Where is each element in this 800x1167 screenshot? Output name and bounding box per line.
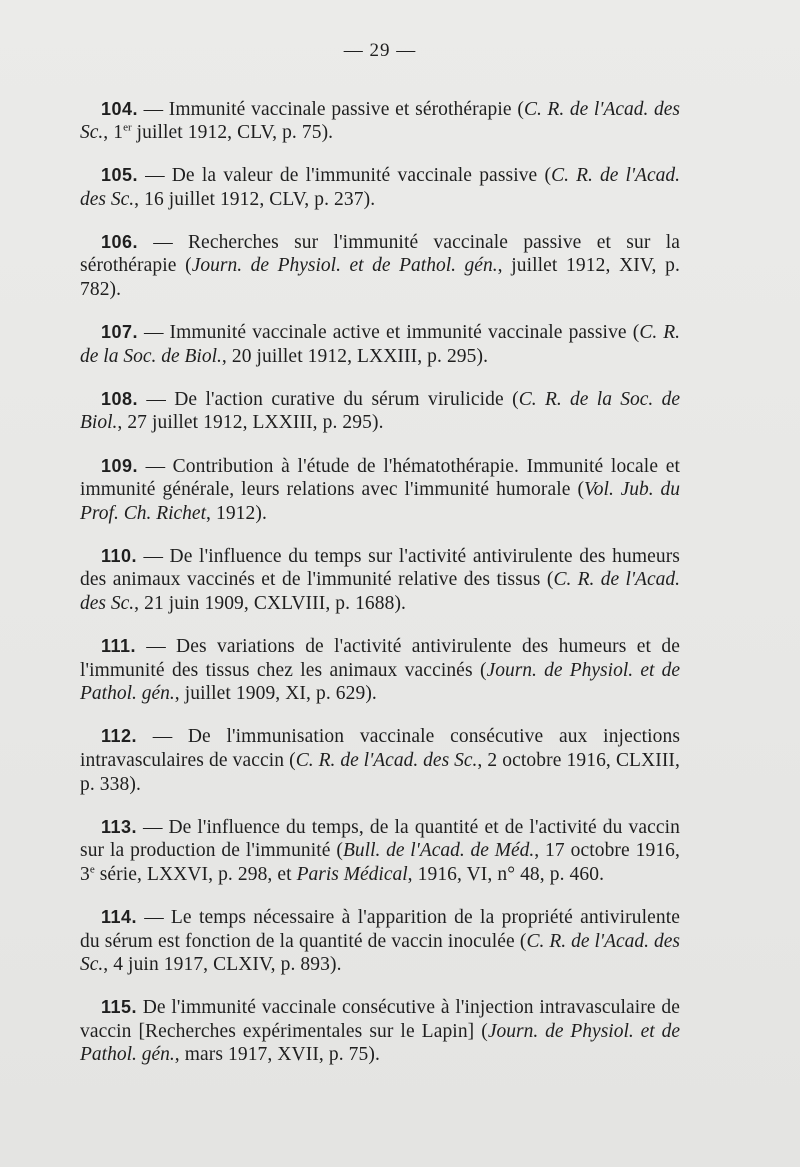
entry-text: , 1916, VI, n° 48, p. 460. xyxy=(407,863,605,885)
entry-separator: — xyxy=(138,98,169,120)
journal-citation: C. R. de l'Acad. des Sc. xyxy=(80,930,680,976)
entry-text: Immunité vaccinale passive et sérothérapie ( xyxy=(168,98,524,120)
bibliography-entry xyxy=(80,388,680,435)
journal-citation: C. R. de l'Acad. des Sc. xyxy=(80,98,680,144)
entry-number: 114. xyxy=(101,906,138,927)
entry-text: De l'immunité vaccinale consécutive à l'injection intravasculaire de vaccin [Recherches expérimentales sur le Lapin] ( xyxy=(80,997,680,1042)
entry-text: De l'immunisation vaccinale consécutive aux injections intravasculaires de vaccin ( xyxy=(80,726,681,771)
entry-number: 110. xyxy=(101,545,138,566)
entry-text: Le temps nécessaire à l'apparition de la propriété antivirulente du sérum est fonction de la quantité de vaccin inoculée ( xyxy=(80,906,681,952)
ordinal-superscript: er xyxy=(123,121,132,134)
entry-number: 111. xyxy=(101,636,137,657)
journal-citation: C. R. de l'Acad. des Sc. xyxy=(80,165,680,210)
page-number: — 29 — xyxy=(343,40,417,61)
journal-citation: C. R. de la Soc. de Biol. xyxy=(80,388,681,434)
entry-separator: — xyxy=(137,726,188,748)
journal-citation: Journ. de Physiol. et de Pathol. gén. xyxy=(191,255,498,277)
bibliography-entry xyxy=(80,231,680,302)
entry-text: , 16 juillet 1912, CLV, p. 237). xyxy=(134,188,376,210)
journal-citation: C. R. de l'Acad. des Sc. xyxy=(80,569,680,614)
entry-text: , 1 xyxy=(103,122,124,144)
journal-citation: Journ. de Physiol. et de Pathol. gén. xyxy=(80,1020,680,1066)
bibliography-entry xyxy=(80,455,680,526)
entry-number: 113. xyxy=(101,816,138,837)
bibliography-entry xyxy=(80,816,680,887)
entry-text: De l'action curative du sérum virulicide ( xyxy=(174,388,519,410)
bibliography-entry xyxy=(80,164,680,211)
journal-citation: Vol. Jub. du Prof. Ch. Richet xyxy=(80,479,681,524)
entry-separator: — xyxy=(138,322,170,344)
bibliography-entry xyxy=(80,98,680,145)
entry-text: , juillet 1912, XIV, p. 782). xyxy=(80,255,680,301)
bibliography-entry xyxy=(80,545,680,616)
entry-text: juillet 1912, CLV, p. 75). xyxy=(131,122,334,144)
bibliography-entry xyxy=(80,906,680,977)
entry-text: Immunité vaccinale active et immunité vaccinale passive ( xyxy=(169,322,640,344)
bibliography-entry xyxy=(80,996,680,1067)
journal-citation: Journ. de Physiol. et de Pathol. gén. xyxy=(80,659,681,705)
entry-separator: — xyxy=(137,906,171,928)
entry-separator: — xyxy=(138,231,188,253)
entry-separator: — xyxy=(138,455,173,477)
entry-text: , 20 juillet 1912, LXXIII, p. 295). xyxy=(221,345,489,367)
entry-text: , juillet 1909, XI, p. 629). xyxy=(174,683,377,705)
entry-text: , 21 juin 1909, CXLVIII, p. 1688). xyxy=(134,593,407,614)
entry-number: 112. xyxy=(101,726,138,747)
entry-text: De la valeur de l'immunité vaccinale passive ( xyxy=(171,165,552,187)
entry-text: Contribution à l'étude de l'hématothérapie. Immunité locale et immunité générale, leurs relations avec l'immunité humorale ( xyxy=(80,455,680,501)
journal-citation: Bull. de l'Acad. de Méd. xyxy=(343,840,535,862)
entry-text: , 1912). xyxy=(206,502,267,524)
entry-text: , 17 octobre 1916, 3 xyxy=(80,840,680,885)
entry-text: De l'influence du temps sur l'activité antivirulente des humeurs des animaux vaccinés et de l'immunité relative des tissus ( xyxy=(80,545,680,591)
entry-separator: — xyxy=(138,388,175,410)
entry-text: , 27 juillet 1912, LXXIII, p. 295). xyxy=(117,412,384,434)
entry-number: 109. xyxy=(101,455,139,476)
entry-number: 108. xyxy=(101,388,139,409)
journal-citation: Paris Médical xyxy=(296,863,408,885)
entry-number: 105. xyxy=(101,165,139,186)
bibliography-entry xyxy=(80,635,680,706)
ordinal-superscript: e xyxy=(89,863,95,876)
journal-citation: C. R. de la Soc. de Biol. xyxy=(80,322,680,367)
entry-separator: — xyxy=(137,816,169,838)
entry-text: De l'influence du temps, de la quantité et de l'activité du vaccin sur la production de l'immunité ( xyxy=(80,816,680,862)
bibliography-list xyxy=(80,78,680,1079)
entry-text: , 4 juin 1917, CLXIV, p. 893). xyxy=(103,954,342,976)
bibliography-entry xyxy=(80,725,680,796)
entry-text: Des variations de l'activité antivirulente des humeurs et de l'immunité des tissus chez les animaux vaccinés ( xyxy=(80,636,680,681)
entry-text: série, LXXVI, p. 298, et xyxy=(94,863,297,885)
journal-citation: C. R. de l'Acad. des Sc. xyxy=(295,749,478,771)
entry-text: , 2 octobre 1916, CLXIII, p. 338). xyxy=(80,749,680,795)
entry-number: 115. xyxy=(101,997,138,1018)
entry-separator: — xyxy=(138,165,172,187)
entry-number: 104. xyxy=(101,98,139,119)
entry-number: 107. xyxy=(101,322,139,343)
entry-separator: — xyxy=(136,636,177,658)
entry-text: , mars 1917, XVII, p. 75). xyxy=(174,1044,380,1066)
entry-number: 106. xyxy=(101,231,139,252)
bibliography-entry xyxy=(80,321,680,368)
entry-separator: — xyxy=(137,545,170,567)
entry-text: Recherches sur l'immunité vaccinale passive et sur la sérothérapie ( xyxy=(80,231,681,277)
